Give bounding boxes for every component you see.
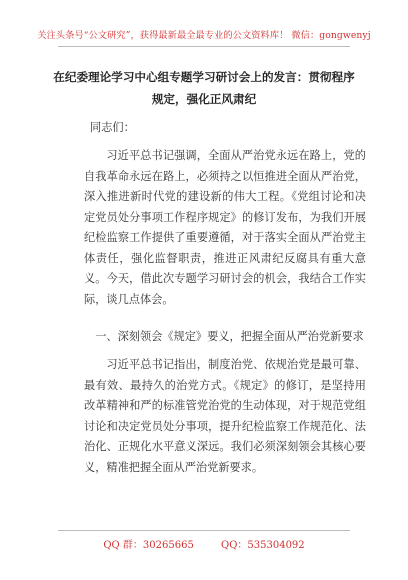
footer-qq-group: QQ 群：30265665: [103, 540, 194, 551]
footer-contact: [0, 536, 408, 551]
body-paragraph-1: 习近平总书记强调，全面从严治党永远在路上，党的自我革命永远在路上，必须持之以恒推进全面从严治党，深入推进新时代党的建设新的伟大工程。《党组讨论和决定党员处分事项工作程序规定》的修订发布，为我们开展纪检监察工作提供了重要遵循，对于落实全面从严治党主体责任，强化监督职责，推进正风肃纪反腐具有重大意义。今天，借此次专题学习研讨会的机会，我结合工作实际，谈几点体会。: [84, 149, 366, 306]
header-promo-note: 关注头条号“公文研究”，获得最新最全最专业的公文资料库！ 微信：gongwenyj: [37, 30, 371, 41]
section-paragraph-1: 习近平总书记指出，制度治党、依规治党是最可靠、最有效、最持久的治党方式。《规定》的修订，是坚持用改革精神和严的标准管党治党的生动体现，对于规范党组讨论和决定党员处分事项，提升纪检监察工作规范化、法治化、正规化水平意义深远。我们必须深刻领会其核心要义，精准把握全面从严治党新要求。: [84, 358, 366, 474]
section-heading-1: 一、深刻领会《规定》要义，把握全面从严治党新要求: [95, 330, 364, 343]
salutation: 同志们：: [90, 121, 135, 134]
header-divider: [58, 46, 350, 47]
document-title: 在纪委理论学习中心组专题学习研讨会上的发言：贯彻程序规定，强化正风肃纪: [53, 70, 355, 106]
footer-qq-number: QQ：535304092: [221, 540, 305, 551]
footer-divider: [58, 530, 350, 531]
